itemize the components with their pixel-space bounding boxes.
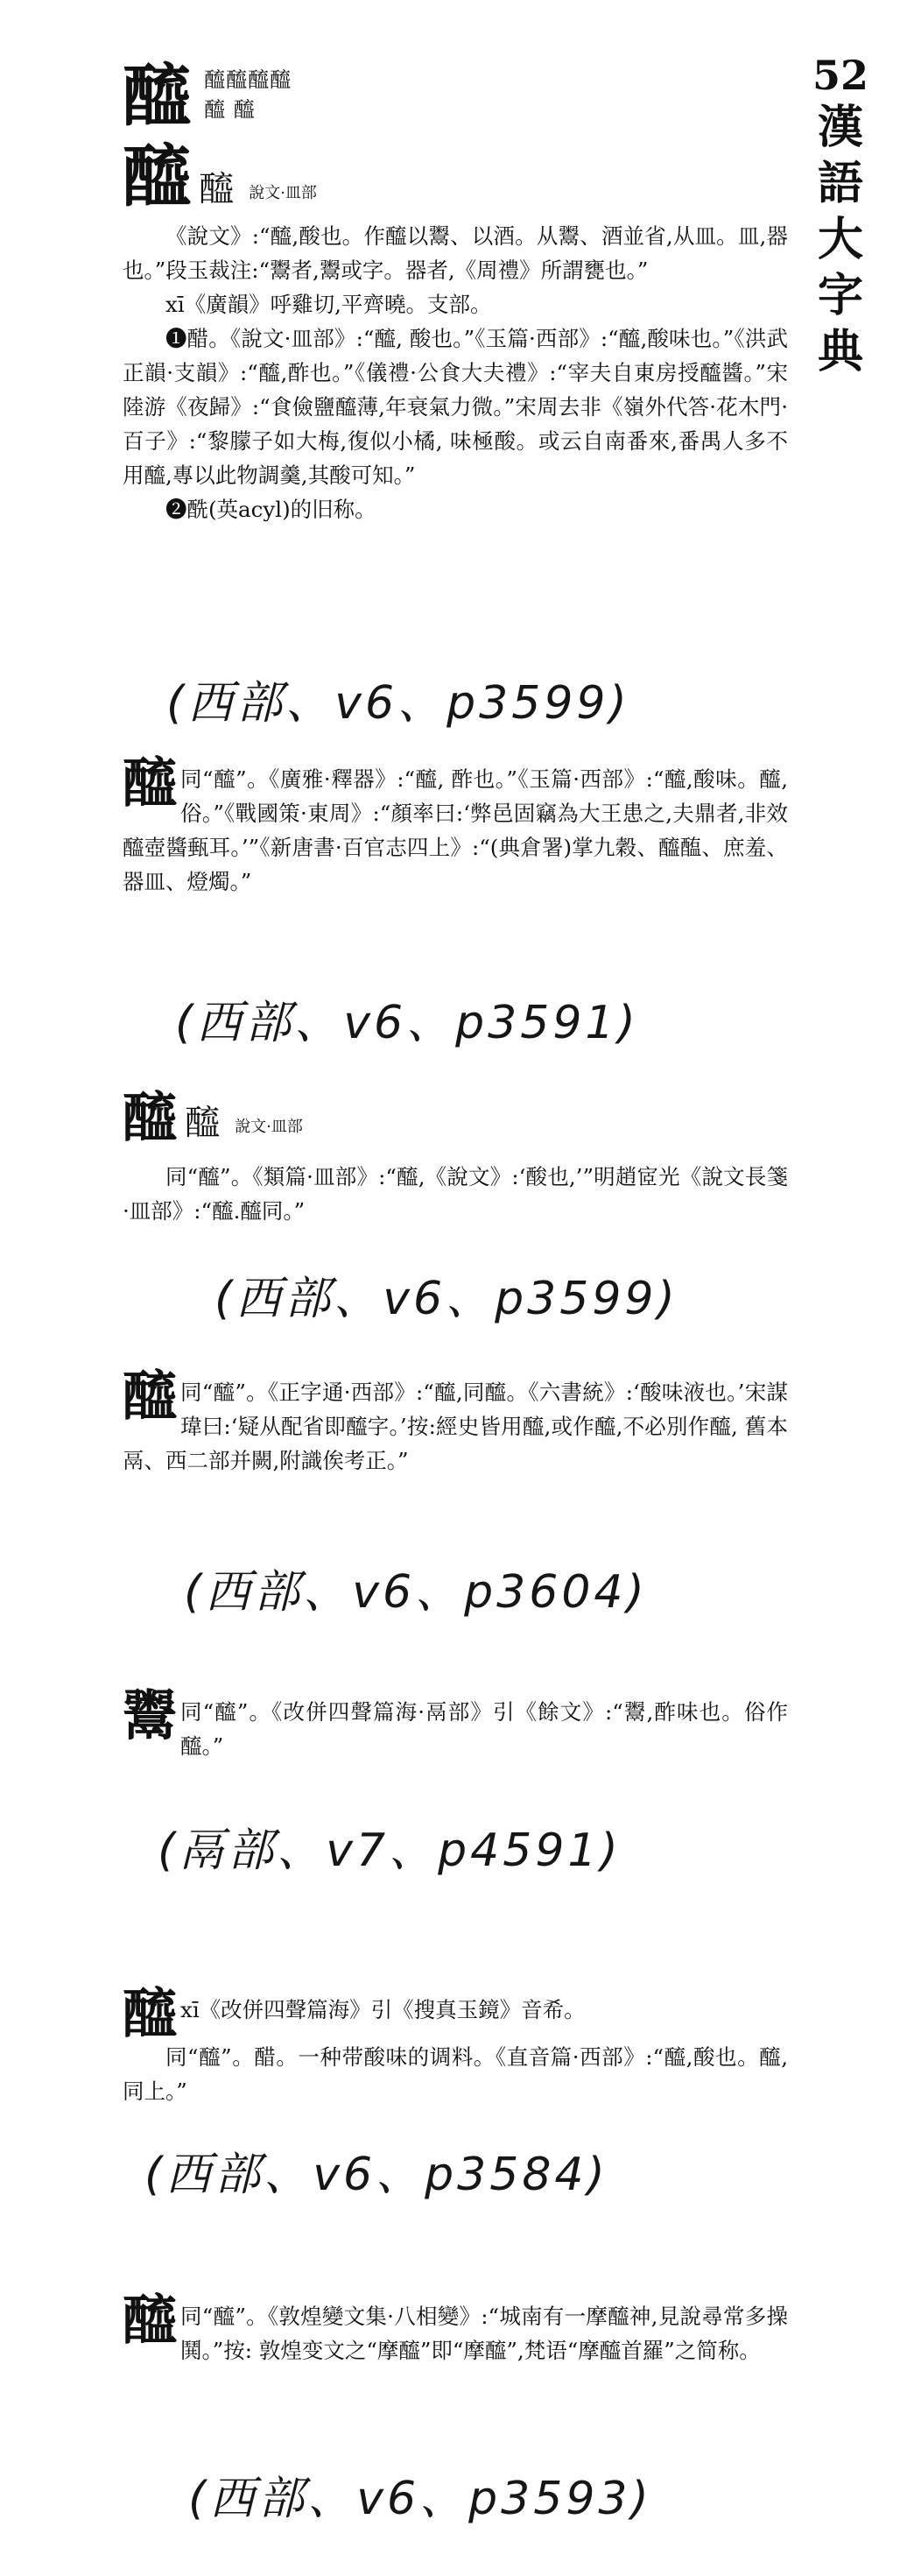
seal-script-glyph: 醯	[185, 1103, 221, 1143]
handwritten-note: (西部、v6、p3593)	[188, 2473, 652, 2525]
book-title	[792, 100, 889, 380]
entry-sense-2: ❷酰(英acyl)的旧称。	[165, 497, 376, 522]
entry-6	[123, 1981, 788, 2108]
handwritten-note: (西部、v6、p3599)	[214, 1273, 678, 1325]
seal-source: 說文·皿部	[249, 184, 317, 202]
entry-headword: 醯	[123, 1085, 178, 1149]
page-number: 52	[812, 52, 868, 99]
entry-headword: 醯	[123, 1981, 178, 2045]
entry-definition: 同“醯”。《改併四聲篇海·鬲部》引《餘文》:“鬻,酢味也。俗作醯。”	[180, 1699, 788, 1759]
entry-definition: 《說文》:“醯,酸也。作醯以鬻、以酒。从鬻、酒並省,从皿。皿,器也。”段玉裁注:“鬻者,鬻或字。器者,《周禮》所謂甕也。”	[123, 223, 788, 283]
book-title-char: 漢	[817, 101, 863, 154]
entry-pronunciation: xī《改併四聲篇海》引《搜真玉鏡》音希。	[180, 1997, 586, 2022]
seal-script-glyph: 醯	[199, 169, 235, 209]
entry-5	[123, 1683, 788, 1763]
entry-definition: 同“醯”。《敦煌變文集·八相變》:“城南有一摩醯神,見說尋常多操鬨。”按: 敦煌变文之“摩醯”即“摩醯”,梵语“摩醯首羅”之简称。	[180, 2304, 788, 2363]
entry-definition: 同“醯”。醋。一种带酸味的调料。《直音篇·西部》:“醯,酸也。醯,同上。”	[123, 2044, 788, 2104]
entry-headword: 醯	[123, 56, 192, 136]
entry-4	[123, 1364, 788, 1478]
entry-headword: 醯	[123, 1364, 178, 1428]
entry-definition: 同“醯”。《正字通·西部》:“醯,同醯。《六書統》:‘酸味液也。’宋謀瑋曰:‘疑从配省即醯字。’按:經史皆用醯,或作醯,不必別作醯, 舊本鬲、西二部并闕,附識俟考正。”	[123, 1380, 788, 1473]
entry-definition: 同“醯”。《廣雅·釋器》:“醯, 酢也。”《玉篇·西部》:“醯,酸味。醯,俗。”《戰國策·東周》:“顏率曰:‘弊邑固竊為大王患之,夫鼎者,非效醯壺醬甀耳。’”《新唐書·百官志四上》:“(典倉署)掌九穀、醯醢、庶羞、器皿、燈燭。”	[123, 766, 788, 894]
entry-7	[123, 2288, 788, 2368]
entry-3	[123, 1086, 788, 1228]
entry-headword-traditional: 醯	[123, 137, 192, 216]
handwritten-note: (鬲部、v7、p4591)	[158, 1824, 622, 1877]
entry-definition: 同“醯”。《類篇·皿部》:“醯,《說文》:‘酸也,’”明趙宧光《說文長箋·皿部》:“醯.醯同。”	[123, 1164, 788, 1224]
book-title-char: 語	[817, 157, 863, 210]
book-title-char: 大	[817, 213, 863, 266]
handwritten-note: (西部、v6、p3591)	[175, 997, 639, 1049]
handwritten-note: (西部、v6、p3584)	[144, 2149, 608, 2201]
entry-headword: 醯	[123, 751, 178, 815]
seal-source: 說文·皿部	[235, 1118, 303, 1136]
entry-sense-1: ❶醋。《說文·皿部》:“醯, 酸也。”《玉篇·西部》:“醯,酸味也。”《洪武正韻·支韻》:“醯,酢也。”《儀禮·公食大夫禮》:“宰夫自東房授醯醬。”宋陸游《夜歸》:“食儉鹽醯薄,年衰氣力微。”宋周去非《嶺外代答·花木門·百子》:“黎朦子如大梅,復似小橘, 味極酸。或云自南番來,番禺人多不用醯,專以此物調羹,其酸可知。”	[123, 326, 788, 488]
entry-headword: 鬻	[123, 1683, 178, 1747]
entry-headword: 醯	[123, 2288, 178, 2352]
handwritten-note: (西部、v6、p3599)	[166, 677, 630, 730]
entry-2	[123, 751, 788, 899]
entry-pronunciation: xī《廣韻》呼雞切,平齊曉。支部。	[165, 292, 492, 317]
book-title-char: 典	[817, 325, 863, 378]
handwritten-note: (西部、v6、p3604)	[184, 1566, 648, 1619]
side-title	[792, 51, 889, 380]
book-title-char: 字	[817, 269, 863, 322]
entry-1	[123, 58, 788, 526]
variant-forms: 醯醯醯醯醯 醯	[204, 67, 292, 122]
